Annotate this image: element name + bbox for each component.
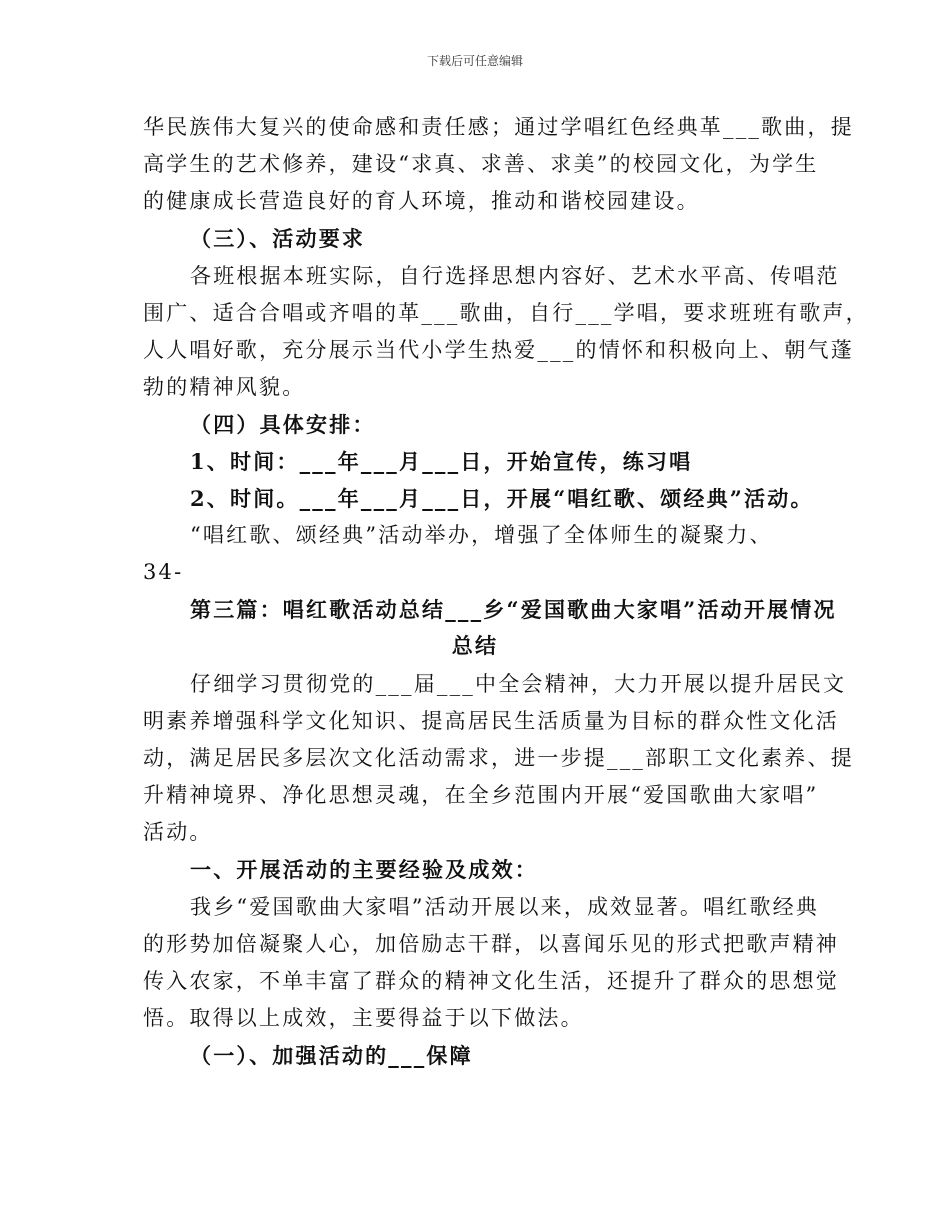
body-line: 勃的精神风貌。 <box>143 375 306 399</box>
body-line: 仔细学习贯彻党的___届___中全会精神，大力开展以提升居民文 <box>190 672 847 696</box>
body-line: 高学生的艺术修养，建设“求真、求善、求美”的校园文化，为学生 <box>143 152 819 176</box>
page-number: 34- <box>143 560 184 584</box>
body-line: 动，满足居民多层次文化活动需求，进一步提___部职工文化素养、提 <box>143 746 854 770</box>
section-heading: 一、开展活动的主要经验及成效： <box>190 857 538 882</box>
body-line: 悟。取得以上成效，主要得益于以下做法。 <box>143 1006 584 1030</box>
body-line: 升精神境界、净化思想灵魂，在全乡范围内开展“爱国歌曲大家唱” <box>143 783 819 807</box>
article-title-continued: 总结 <box>451 633 499 658</box>
article-title: 第三篇：唱红歌活动总结___乡“爱国歌曲大家唱”活动开展情况 <box>190 597 837 622</box>
body-line: 的健康成长营造良好的育人环境，推动和谐校园建设。 <box>143 189 700 213</box>
body-line: 的形势加倍凝聚人心，加倍励志干群，以喜闻乐见的形式把歌声精神 <box>143 932 839 956</box>
page-header: 下载后可任意编辑 <box>426 54 523 68</box>
body-line: 各班根据本班实际，自行选择思想内容好、艺术水平高、传唱范 <box>190 264 840 288</box>
body-line: 传入农家，不单丰富了群众的精神文化生活，还提升了群众的思想觉 <box>143 969 839 993</box>
schedule-item: 1、时间：___年___月___日，开始宣传，练习唱 <box>190 449 693 474</box>
body-line: 围广、适合合唱或齐唱的革___歌曲，自行___学唱，要求班班有歌声， <box>143 301 869 325</box>
body-line: 活动。 <box>143 820 213 844</box>
section-heading: （一）、加强活动的___保障 <box>190 1043 473 1068</box>
body-line: 明素养增强科学文化知识、提高居民生活质量为目标的群众性文化活 <box>143 709 839 733</box>
body-line: 华民族伟大复兴的使命感和责任感；通过学唱红色经典革___歌曲，提 <box>143 115 854 139</box>
body-line: 人人唱好歌，充分展示当代小学生热爱___的情怀和积极向上、朝气蓬 <box>143 338 854 362</box>
section-heading: （四）具体安排： <box>190 412 376 437</box>
section-heading: （三）、活动要求 <box>190 226 366 251</box>
body-line: “唱红歌、颂经典”活动举办，增强了全体师生的凝聚力、 <box>190 523 773 547</box>
body-line: 我乡“爱国歌曲大家唱”活动开展以来，成效显著。唱红歌经典 <box>190 895 820 919</box>
schedule-item: 2、时间。___年___月___日，开展“唱红歌、颂经典”活动。 <box>190 486 814 511</box>
